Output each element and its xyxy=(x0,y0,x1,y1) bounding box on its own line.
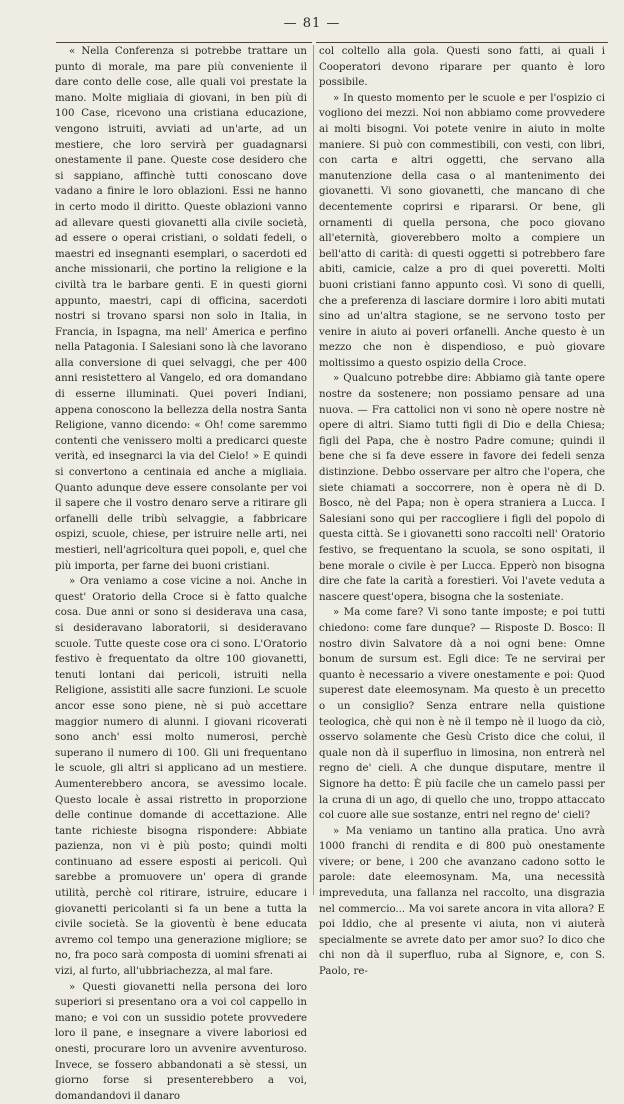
right-column xyxy=(319,44,605,980)
header-rule-left xyxy=(56,42,312,43)
paragraph: » Ma veniamo un tantino alla pratica. Uno avrà 1000 franchi di rendita e di 800 può onestamente vivere; or bene, i 200 che avanzano cadono sotto le parole: date eleemosynam. Ma, una necessità impreveduta, una fallanza nel raccolto, una disgrazia nel commercio... Ma voi sarete ancora in vita allora? E poi Iddio, che al presente vi aiuta, non vi aiuterà specialmente se avrete dato per amor suo? Io dico che chi non dà il superfluo, ruba al Signore, e, con S. Paolo, re- xyxy=(319,825,605,978)
column-divider xyxy=(313,45,314,895)
paragraph: » Qualcuno potrebbe dire: Abbiamo già tante opere nostre da sostenere; non possiamo pensare ad una nuova. — Fra cattolici non vi sono nè opere nostre nè opere di altri. Siamo tutti figli di Dio e della Chiesa; figli del Papa, che è nostro Padre comune; quindi il bene che si fa deve essere in favore dei fedeli senza distinzione. Debbo osservare per altro che l'opera, che siete chiamati a soccorrere, non è opera nè di D. Bosco, nè del Papa; non è opera straniera a Lucca. I Salesiani sono qui per raccogliere i figli del popolo di questa città. Se i giovanetti sono raccolti nell' Oratorio festivo, se frequentano la scuola, se sono ospitati, il bene morale o civile è per Lucca. Epperò non bisogna dire che fate la carità a forestieri. Voi l'avete veduta a nascere quest'opera, bisogna che la sosteniate. xyxy=(319,373,605,603)
paragraph: » Questi giovanetti nella persona dei loro superiori si presentano ora a voi col cappello in mano; e voi con un sussidio potete provvedere loro il pane, e insegnare a vivere laboriosi ed onesti, procurare loro un avvenire avventuroso. Invece, se fossero abbandonati a sè stessi, un giorno forse si presenterebbero a voi, domandandovi il danaro xyxy=(55,981,307,1102)
left-column xyxy=(55,44,307,1104)
paragraph-continued: col coltello alla gola. Questi sono fatti, ai quali i Cooperatori devono riparare per quanto è loro possibile. xyxy=(319,46,605,89)
page-number: — 81 — xyxy=(283,16,341,31)
paragraph: » In questo momento per le scuole e per l'ospizio ci vogliono dei mezzi. Noi non abbiamo come provvedere ai molti bisogni. Voi potete venire in aiuto in molte maniere. Si può con commestibili, con vesti, con libri, con carta e altri oggetti, che servano alla manutenzione della casa o al mantenimento dei giovanetti. Vi sono giovanetti, che mancano di che decentemente coprirsi e ripararsi. Or bene, gli ornamenti di quella persona, che poco giovano all'eternità, gioverebbero molto a compiere un bell'atto di carità: di questi oggetti si potrebbero fare abiti, camicie, calze a pro di quei poveretti. Molti buoni cristiani fanno appunto così. Vi sono di quelli, che a preferenza di lasciare dormire i loro abiti mutati sino ad un'altra stagione, se ne servono tosto per venire in aiuto ai poveri orfanelli. Anche questo è un mezzo che non è dispendioso, e può giovare moltissimo a questo ospizio della Croce. xyxy=(319,92,605,369)
header-rule-right xyxy=(316,42,608,43)
paragraph: » Ma come fare? Vi sono tante imposte; e poi tutti chiedono: come fare dunque? — Risposte D. Bosco: Il nostro divin Salvatore dà a noi ogni bene: Omne bonum de sursum est. Egli dice: Te ne servirai per quanto è necessario a vivere onestamente e poi: Quod superest date eleemosynam. Ma questo è un precetto o un consiglio? Senza entrare nella quistione teologica, chè qui non è nè il tempo nè il luogo da ciò, osservo solamente che Gesù Cristo dice che colui, il quale non dà il superfluo in limosina, non entrerà nel regno de' cieli. A che dunque disputare, mentre il Signore ha detto: È più facile che un camelo passi per la cruna di un ago, di quello che uno, troppo attaccato col cuore alle sue sostanze, entri nel regno de' cieli? xyxy=(319,607,605,822)
paragraph: « Nella Conferenza si potrebbe trattare un punto di morale, ma pare più conveniente il dare conto delle cose, alle quali voi prestate la mano. Molte migliaia di giovani, in ben più di 100 Case, ricevono una cristiana educazione, vengono istruiti, avviati ad un'arte, ad un mestiere, che loro servirà per guadagnarsi onestamente il pane. Queste cose desidero che si sappiano, affinchè tutti conoscano dove vadano a finire le loro oblazioni. Essi ne hanno in certo modo il diritto. Queste oblazioni vanno ad allevare questi giovanetti alla civile società, ad essere o operai cristiani, o soldati fedeli, o maestri ed insegnanti esemplari, o sacerdoti ed anche missionarii, che portino la religione e la civiltà tra le barbare genti. E in questi giorni appunto, maestri, capi di officina, sacerdoti nostri si trovano sparsi non solo in Italia, in Francia, in Ispagna, ma nell' America e perfino nella Patagonia. I Salesiani sono là che lavorano alla conversione di quei selvaggi, che per 400 anni resistettero al Vangelo, ed ora domandano di esserne illuminati. Quei poveri Indiani, appena conoscono la bellezza della nostra Santa Religione, vanno dicendo: « Oh! come saremmo contenti che venissero molti a predicarci queste verità, ed insegnarci la via del Cielo! » E quindi si convertono a centinaia ed anche a migliaia. Quanto adunque deve essere consolante per voi il sapere che il vostro denaro serve a ritirare gli orfanelli delle tribù selvaggie, a fabbricare ospizi, scuole, chiese, per istruire nelle arti, nei mestieri, nell'agricoltura quei popoli, e, quel che più importa, per farne dei buoni cristiani. xyxy=(55,46,307,572)
paragraph: » Ora veniamo a cose vicine a noi. Anche in quest' Oratorio della Croce si è fatto qualche cosa. Due anni or sono si desiderava una casa, si desideravano laboratorii, si desideravano scuole. Tutte queste cose ora ci sono. L'Oratorio festivo è frequentato da oltre 100 giovanetti, tenuti lontani dai pericoli, istruiti nella Religione, assistiti alle sacre funzioni. Le scuole ancor esse sono piene, nè si può accettare maggior numero di alunni. I giovani ricoverati sono anch' essi molto numerosi, perchè superano il numero di 100. Gli uni frequentano le scuole, gli altri si applicano ad un mestiere. Aumenterebbero ancora, se avessimo locale. Questo locale è assai ristretto in proporzione delle continue domande di accettazione. Alle tante richieste bisogna rispondere: Abbiate pazienza, non vi è più posto; quindi molti continuano ad essere esposti ai pericoli. Quì sarebbe a promuovere un' opera di grande utilità, perchè col ritirare, istruire, educare i giovanetti pericolanti si fa un bene a tutta la civile società. Se la gioventù è bene educata avremo col tempo una generazione migliore; se no, fra poco sarà composta di uomini sfrenati ai vizi, al furto, all'ubbriachezza, al mal fare. xyxy=(55,576,307,978)
